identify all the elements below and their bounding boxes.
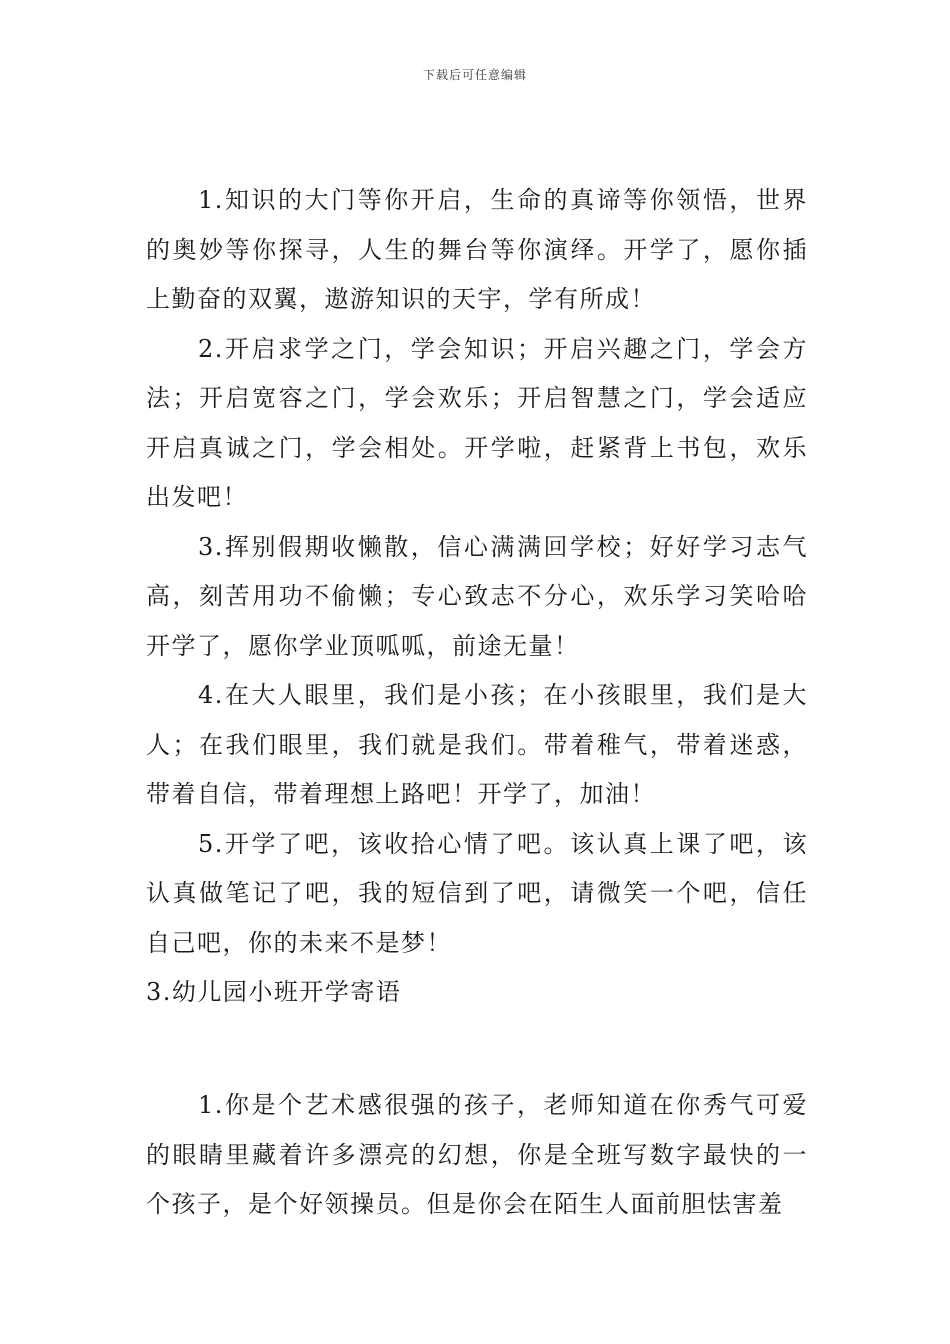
page-header: 下载后可任意编辑 [422, 68, 527, 82]
blessings-block [146, 176, 808, 1018]
blessing-paragraph-5: 5.开学了吧，该收拾心情了吧。该认真上课了吧，该认真做笔记了吧，我的短信到了吧，请微笑一个吧，信任自己吧，你的未来不是梦！ [146, 829, 808, 957]
blessing-paragraph-1: 1.知识的大门等你开启，生命的真谛等你领悟，世界的奥妙等你探寻，人生的舞台等你演绎。开学了，愿你插上勤奋的双翼，遨游知识的天宇，学有所成！ [146, 186, 808, 313]
kindergarten-block [146, 1081, 808, 1230]
blessing-paragraph-2: 2.开启求学之门，学会知识；开启兴趣之门，学会方法；开启宽容之门，学会欢乐；开启智慧之门，学会适应开启真诚之门，学会相处。开学啦，赶紧背上书包，欢乐出发吧！ [146, 334, 808, 511]
blessing-paragraph-3: 3.挥别假期收懒散，信心满满回学校；好好学习志气高，刻苦用功不偷懒；专心致志不分心，欢乐学习笑哈哈开学了，愿你学业顶呱呱，前途无量！ [146, 532, 808, 660]
blessing-paragraph-4: 4.在大人眼里，我们是小孩；在小孩眼里，我们是大人；在我们眼里，我们就是我们。带着稚气，带着迷惑，带着自信，带着理想上路吧！开学了，加油！ [146, 681, 808, 808]
section-heading: 3.幼儿园小班开学寄语 [146, 978, 402, 1006]
kindergarten-paragraph-1: 1.你是个艺术感很强的孩子，老师知道在你秀气可爱的眼睛里藏着许多漂亮的幻想，你是全班写数字最快的一个孩子，是个好领操员。但是你会在陌生人面前胆怯害羞 [146, 1091, 808, 1218]
